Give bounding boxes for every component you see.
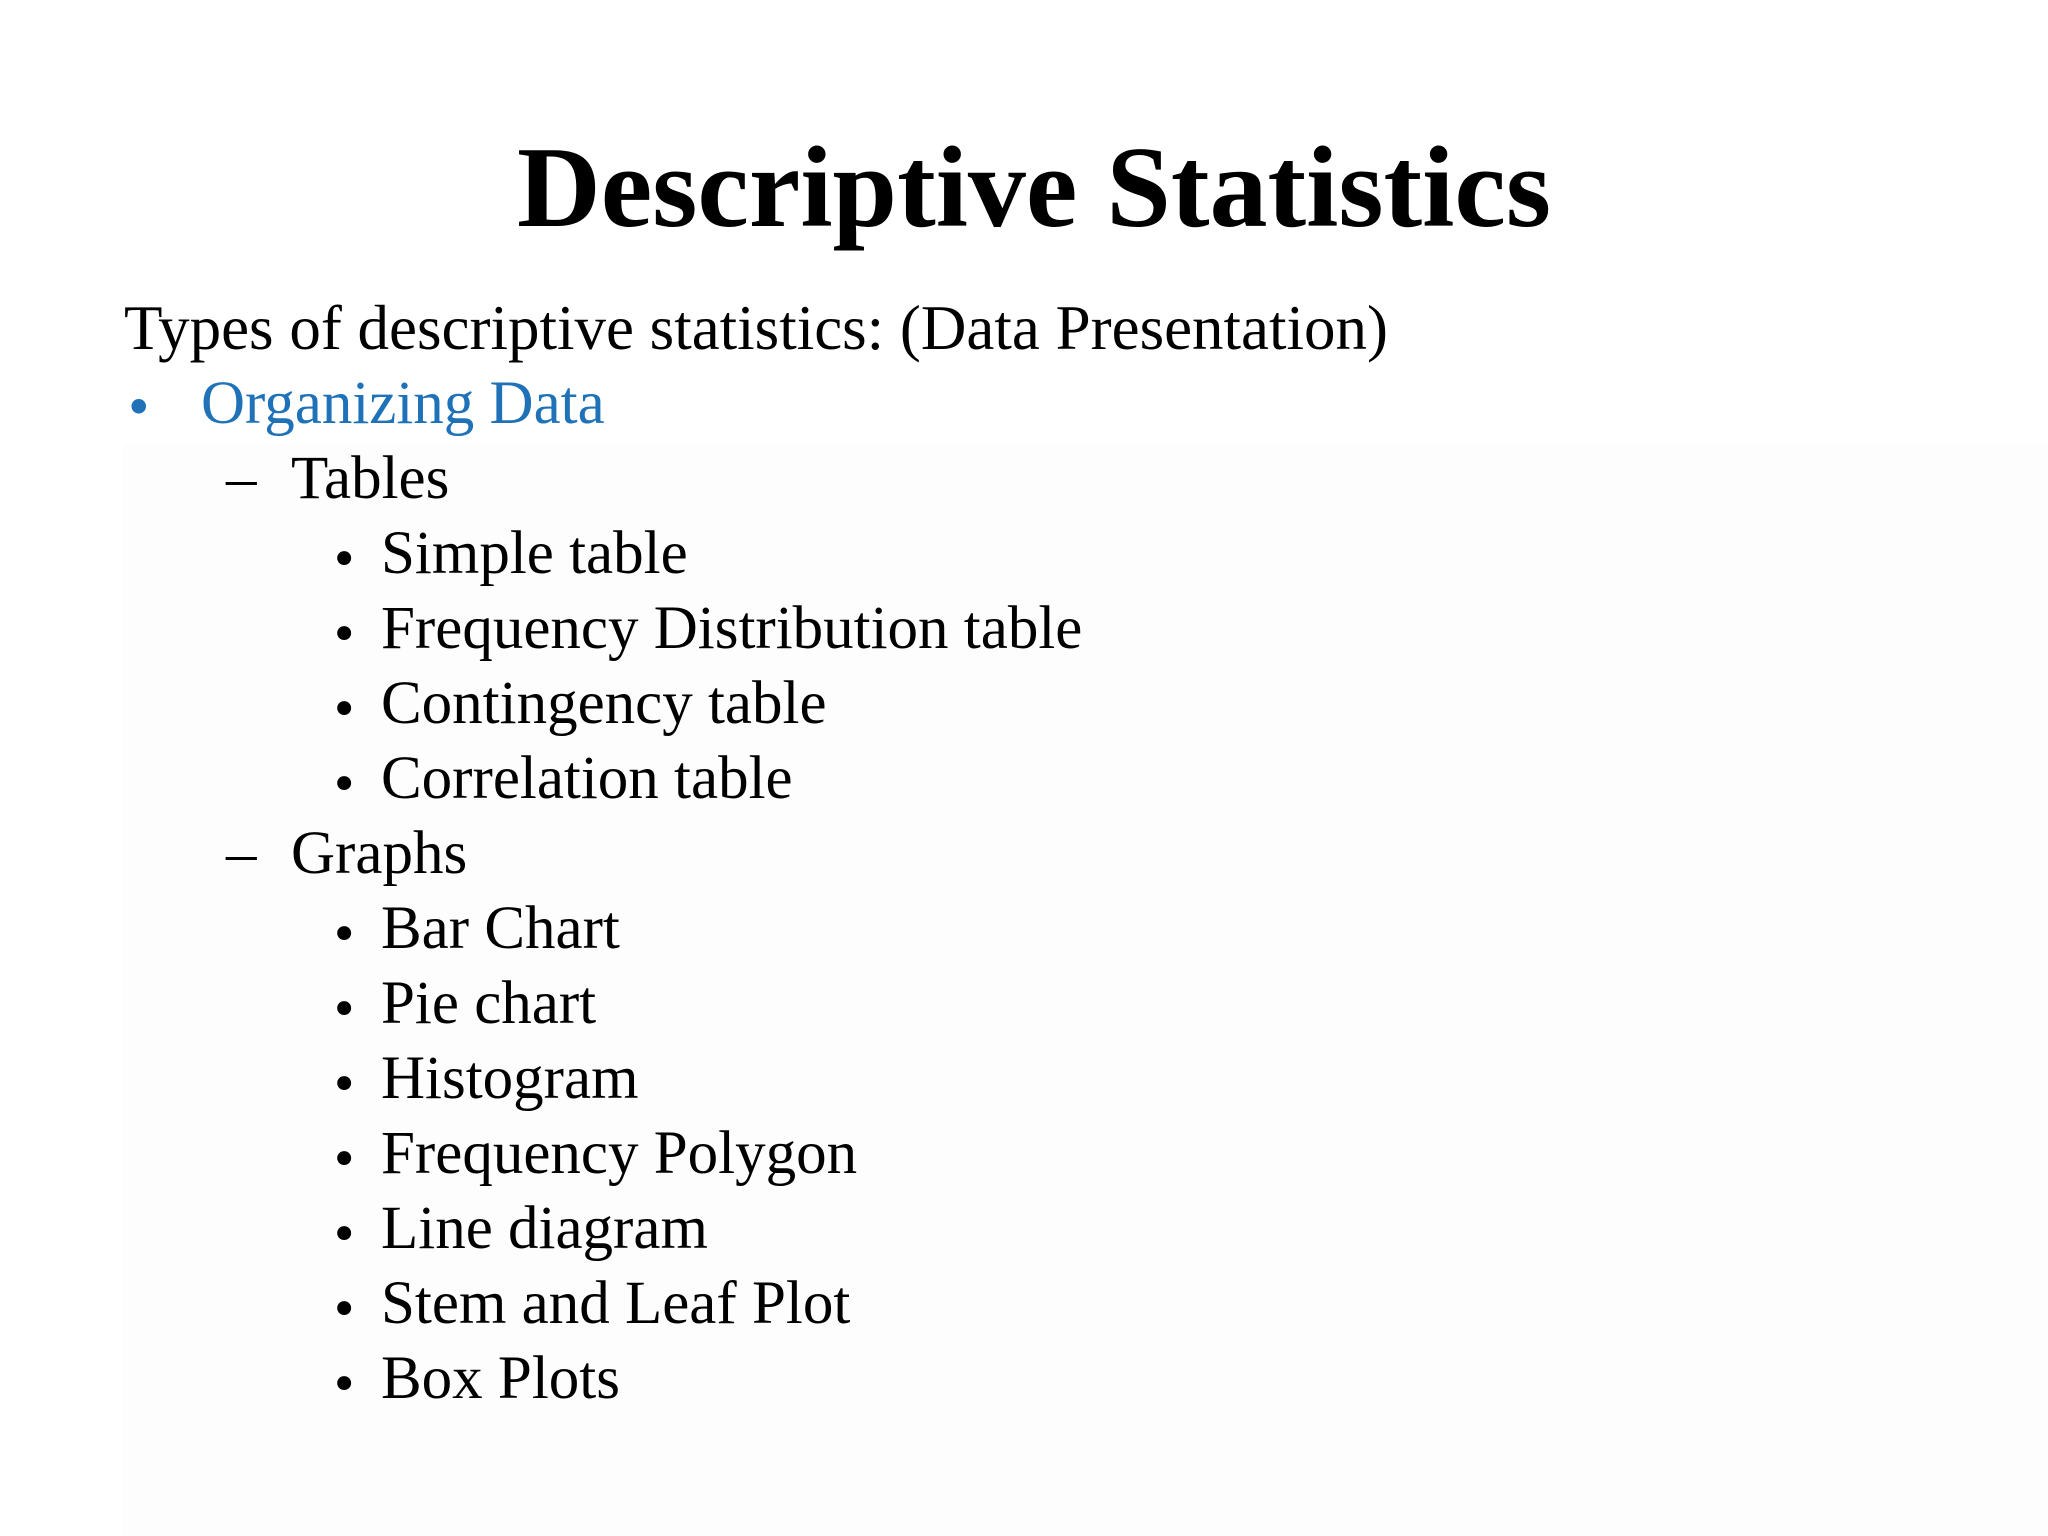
bullet-icon: • bbox=[330, 1357, 359, 1413]
list-item-label: Graphs bbox=[291, 820, 468, 887]
bullet-icon: • bbox=[330, 757, 359, 813]
list-item bbox=[330, 591, 1082, 667]
list-item-label: Contingency table bbox=[381, 670, 827, 737]
list-item bbox=[330, 891, 620, 967]
list-item bbox=[330, 516, 688, 592]
list-item-label: Correlation table bbox=[381, 745, 793, 812]
list-item bbox=[330, 1041, 639, 1117]
bullet-icon: • bbox=[330, 1207, 359, 1263]
slide-title bbox=[0, 118, 2048, 258]
bullet-icon: • bbox=[330, 532, 359, 588]
list-item-organizing-data bbox=[124, 366, 605, 442]
list-item bbox=[330, 741, 793, 817]
dash-icon: – bbox=[226, 445, 257, 512]
bullet-icon: • bbox=[330, 982, 359, 1038]
list-item-label: Simple table bbox=[381, 520, 688, 587]
list-item-label: Organizing Data bbox=[201, 370, 605, 437]
bullet-icon: • bbox=[330, 1057, 359, 1113]
bullet-icon: • bbox=[330, 682, 359, 738]
bullet-icon: • bbox=[330, 907, 359, 963]
intro-text: Types of descriptive statistics: (Data Presentation) bbox=[124, 293, 1388, 363]
list-item-label: Line diagram bbox=[381, 1195, 708, 1262]
list-item bbox=[330, 1341, 620, 1417]
list-item-label: Bar Chart bbox=[381, 895, 620, 962]
list-item-label: Box Plots bbox=[381, 1345, 620, 1412]
list-item bbox=[330, 1116, 857, 1192]
bullet-icon: • bbox=[330, 1282, 359, 1338]
list-item bbox=[330, 666, 827, 742]
list-item-label: Frequency Distribution table bbox=[381, 595, 1083, 662]
list-item-label: Frequency Polygon bbox=[381, 1120, 858, 1187]
list-item bbox=[330, 966, 596, 1042]
list-item-label: Pie chart bbox=[381, 970, 597, 1037]
list-item-label: Histogram bbox=[381, 1045, 639, 1112]
list-item bbox=[330, 1191, 708, 1267]
list-item-graphs bbox=[226, 816, 467, 892]
bullet-icon: • bbox=[330, 1132, 359, 1188]
list-item-tables bbox=[226, 441, 449, 517]
bullet-icon: • bbox=[330, 607, 359, 663]
slide-title-text: Descriptive Statistics bbox=[516, 124, 1552, 252]
list-item-label: Tables bbox=[291, 445, 450, 512]
bullet-icon: • bbox=[124, 379, 154, 437]
list-item bbox=[330, 1266, 850, 1342]
list-item-label: Stem and Leaf Plot bbox=[381, 1270, 851, 1337]
dash-icon: – bbox=[226, 820, 257, 887]
